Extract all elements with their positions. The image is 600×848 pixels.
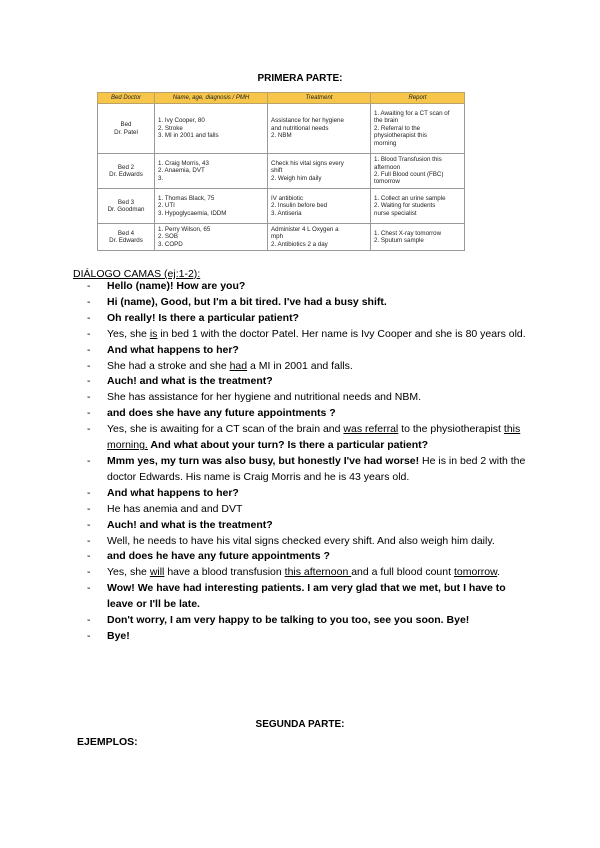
dialog-line: [87, 629, 532, 645]
cell-line: Administer 4 L Oxygen a: [271, 225, 339, 233]
dialog-segment: Yes, she is awaiting for a CT scan of the brain and: [107, 423, 344, 436]
cell-treatment: [268, 104, 371, 154]
cell-line: IV antibiotic: [271, 194, 303, 202]
header-bed-doctor: Bed Doctor: [98, 93, 155, 104]
cell-line: 1. Craig Morris, 43: [158, 159, 209, 167]
dialog-line: [87, 279, 532, 295]
dialog-line: [87, 327, 532, 343]
cell-line: 2. Waiting for students: [374, 202, 436, 210]
dialog-segment: Bye!: [107, 629, 130, 642]
dialog-segment: this afternoon: [284, 566, 352, 579]
header-treatment: Treatment: [268, 93, 371, 104]
cell-line: Dr. Edwards: [109, 237, 143, 244]
cell-line: Bed: [120, 121, 132, 129]
dialog-line: [87, 343, 532, 359]
dialog-line: [87, 613, 532, 629]
dialog-segment: Auch! and what is the treatment?: [107, 518, 273, 531]
cell-line: 2. Referral to the: [374, 124, 421, 132]
header-name: Name, age, diagnosis / PMH: [155, 93, 268, 104]
cell-bed-doctor: [98, 154, 155, 189]
dialog-segment: have a blood transfusion: [164, 566, 285, 579]
dialog-line: [87, 311, 532, 327]
cell-line: 1. Ivy Cooper, 80: [158, 117, 205, 125]
dialog-line: [87, 454, 532, 486]
cell-line: 1. Chest X-ray tomorrow: [374, 229, 442, 237]
cell-name: [155, 224, 268, 251]
dialog-segment: And what happens to her?: [107, 486, 239, 499]
cell-line: Dr. Goodman: [107, 206, 145, 213]
dialog-line: [87, 581, 532, 613]
dialog-segment: Auch! and what is the treatment?: [107, 375, 273, 388]
examples-label: EJEMPLOS:: [77, 736, 138, 748]
dialog-segment: had: [229, 359, 248, 372]
dialog-segment: and a full blood count: [351, 566, 454, 579]
cell-line: 1. Awaiting for a CT scan of: [374, 109, 450, 117]
cell-line: 3.: [158, 174, 164, 182]
cell-line: 3. MI in 2001 and falls: [158, 132, 219, 140]
cell-report: [371, 104, 465, 154]
cell-line: physiotherapist this: [374, 132, 427, 140]
cell-line: and nutritional needs: [271, 124, 329, 132]
cell-line: 2. Weigh him daily: [271, 174, 322, 182]
patients-table: [97, 92, 465, 251]
cell-line: afternoon: [374, 163, 401, 171]
dialog-line: [87, 502, 532, 518]
dialog-segment: Mmm yes, my turn was also busy, but honestly I've had worse!: [107, 454, 420, 467]
table-row: [98, 224, 465, 251]
cell-line: shift: [271, 167, 283, 175]
cell-line: Dr. Patel: [114, 128, 138, 136]
dialog-segment: She has assistance for her hygiene and nutritional needs and NBM.: [107, 391, 422, 404]
table-header-row: [98, 93, 465, 104]
cell-line: Dr. Edwards: [109, 171, 143, 178]
dialog-segment: Well, he needs to have his vital signs checked every shift. And also weigh him daily.: [107, 534, 495, 547]
dialog-list: [87, 279, 532, 645]
cell-line: Check his vital signs every: [271, 159, 344, 167]
dialog-line: [87, 359, 532, 375]
cell-line: morning: [374, 139, 397, 147]
dialog-line: [87, 406, 532, 422]
dialog-segment: in bed 1 with the doctor Patel. Her name is Ivy Cooper and she is 80 years old.: [157, 327, 526, 340]
dialog-segment: Oh really! Is there a particular patient?: [107, 311, 299, 324]
cell-line: 3. COPD: [158, 240, 183, 248]
dialog-segment: and does she have any future appointments ?: [107, 407, 336, 420]
dialog-segment: He is in bed 2 with the doctor Edwards. His name is Craig Morris and he is 43 years old.: [107, 454, 526, 483]
dialog-line: [87, 534, 532, 550]
cell-line: 2. Stroke: [158, 124, 183, 132]
cell-name: [155, 104, 268, 154]
part2-title: SEGUNDA PARTE:: [255, 719, 345, 730]
dialog-line: [87, 518, 532, 534]
cell-line: Bed 3: [117, 198, 135, 206]
dialog-segment: She had a stroke and she: [107, 359, 230, 372]
dialog-line: [87, 486, 532, 502]
cell-line: 2. Full Blood count (FBC): [374, 171, 444, 178]
cell-treatment: [268, 224, 371, 251]
dialog-line: [87, 295, 532, 311]
dialog-segment: Hi (name), Good, but I'm a bit tired. I've had a busy shift.: [107, 295, 387, 308]
cell-line: Assistance for her hygiene: [271, 117, 344, 125]
dialog-segment: And what about your turn? Is there a particular patient?: [147, 439, 429, 452]
cell-line: 2. Sputum sample: [374, 237, 424, 244]
dialog-line: [87, 390, 532, 406]
dialog-segment: Don't worry, I am very happy to be talking to you too, see you soon. Bye!: [107, 614, 470, 627]
cell-line: 2. UTI: [158, 202, 175, 210]
dialog-line: [87, 549, 532, 565]
cell-line: Bed 4: [117, 229, 135, 237]
dialog-segment: this morning.: [107, 423, 521, 452]
dialog-segment: .: [497, 566, 501, 579]
cell-line: 2. SOB: [158, 233, 178, 241]
dialog-segment: will: [149, 566, 165, 579]
cell-line: 1. Thomas Black, 75: [158, 194, 215, 202]
table-row: [98, 104, 465, 154]
dialog-segment: is: [149, 327, 158, 340]
dialog-segment: was referral: [343, 423, 399, 436]
cell-name: [155, 154, 268, 189]
dialog-segment: He has anemia and and DVT: [107, 502, 243, 515]
dialog-title: DIÁLOGO CAMAS (ej:1-2):: [73, 268, 201, 280]
cell-report: [371, 154, 465, 189]
cell-report: [371, 224, 465, 251]
table-row: [98, 189, 465, 224]
cell-bed-doctor: [98, 189, 155, 224]
dialog-line: [87, 422, 532, 454]
cell-line: tomorrow: [374, 178, 400, 186]
dialog-segment: Yes, she: [107, 566, 150, 579]
cell-treatment: [268, 154, 371, 189]
dialog-line: [87, 374, 532, 390]
dialog-segment: tomorrow: [453, 566, 498, 579]
cell-report: [371, 189, 465, 224]
dialog-segment: a MI in 2001 and falls.: [247, 359, 353, 372]
cell-treatment: [268, 189, 371, 224]
cell-line: 1. Perry Wilson, 65: [158, 225, 211, 233]
cell-line: nurse specialist: [374, 209, 417, 217]
dialog-segment: to the physiotherapist: [398, 423, 504, 436]
dialog-segment: And what happens to her?: [107, 343, 239, 356]
cell-line: Bed 2: [117, 163, 135, 171]
cell-line: 3. Antiseria: [271, 209, 302, 217]
cell-bed-doctor: [98, 104, 155, 154]
header-report: Report: [371, 93, 465, 104]
cell-line: 3. Hypoglycaemia, IDDM: [158, 209, 227, 217]
cell-line: the brain: [374, 117, 399, 125]
dialog-line: [87, 565, 532, 581]
cell-line: 2. Anaemia, DVT: [158, 167, 205, 175]
cell-line: 2. Insulin before bed: [271, 202, 328, 210]
cell-line: 1. Blood Transfusion this: [374, 156, 442, 164]
table-row: [98, 154, 465, 189]
cell-line: 1. Collect an urine sample: [374, 194, 446, 202]
cell-line: mph: [271, 233, 284, 241]
dialog-segment: Wow! We have had interesting patients. I am very glad that we met, but I have to leave or I'll be late.: [107, 582, 506, 611]
dialog-segment: Hello (name)! How are you?: [107, 280, 246, 292]
cell-bed-doctor: [98, 224, 155, 251]
cell-line: 2. Antibiotics 2 a day: [271, 240, 328, 248]
part1-title: PRIMERA PARTE:: [257, 73, 343, 84]
cell-name: [155, 189, 268, 224]
cell-line: 2. NBM: [271, 132, 292, 140]
dialog-segment: Yes, she: [107, 327, 150, 340]
dialog-segment: and does he have any future appointments ?: [107, 550, 330, 563]
